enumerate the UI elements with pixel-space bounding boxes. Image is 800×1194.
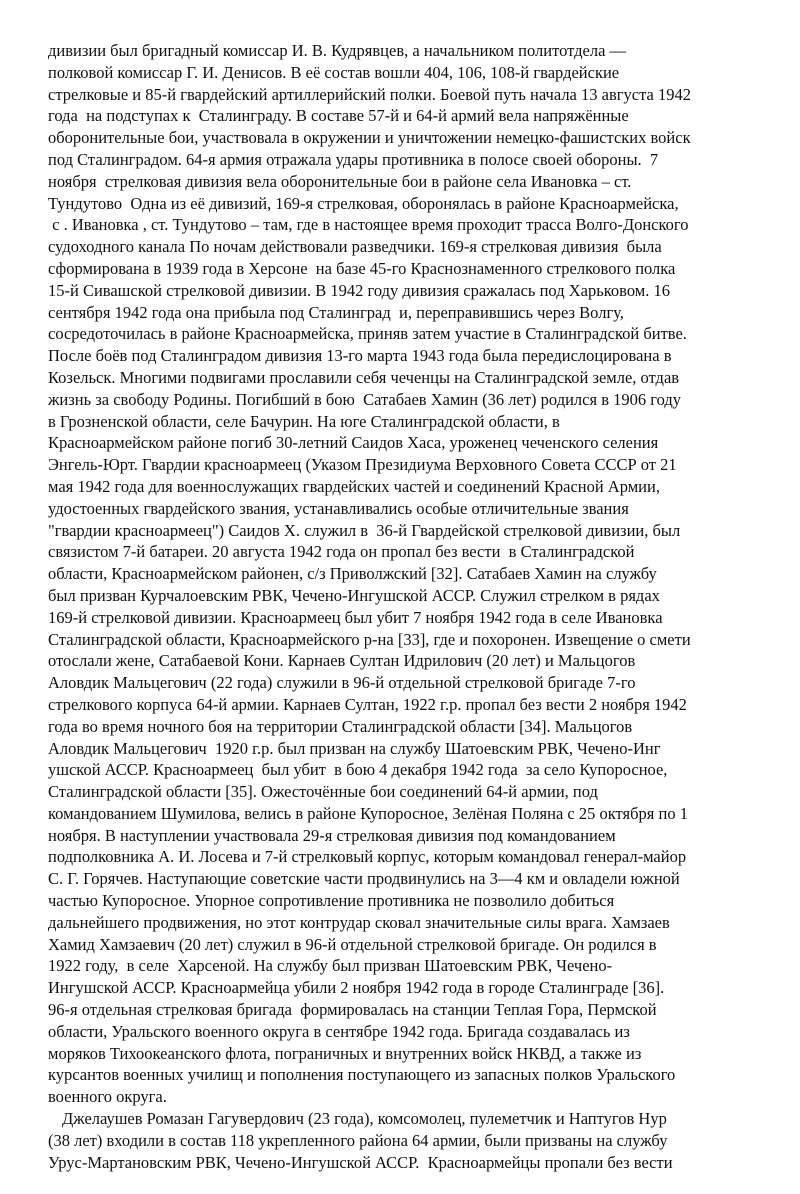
text-line: дальнейшего продвижения, но этот контрудар сковал значительные силы врага. Хамзаев bbox=[48, 912, 670, 932]
text-line: "гвардии красноармеец") Саидов Х. служил в 36-й Гвардейской стрелковой дивизии, был bbox=[48, 520, 681, 540]
text-line: После боёв под Сталинградом дивизия 13-го марта 1943 года была передислоцирована в bbox=[48, 346, 672, 366]
text-line: области, Красноармейском районен, с/з Приволжский [32]. Сатабаев Хамин на службу bbox=[48, 564, 657, 584]
text-line: Тундутово Одна из её дивизий, 169-я стрелковая, оборонялась в районе Красноармейска, bbox=[48, 193, 679, 213]
text-line: подполковника А. И. Лосева и 7-й стрелковый корпус, которым командовал генерал-майор bbox=[48, 847, 687, 867]
text-line: года во время ночного боя на территории Сталинградской области [34]. Мальцогов bbox=[48, 716, 633, 736]
text-line: года на подступах к Сталинграду. В составе 57-й и 64-й армий вела напряжённые bbox=[48, 106, 629, 126]
text-line: оборонительные бои, участвовала в окружении и уничтожении немецко-фашистских войск bbox=[48, 128, 691, 148]
text-line: военного округа. bbox=[48, 1087, 167, 1107]
text-line: 15-й Сивашской стрелковой дивизии. В 1942 году дивизия сражалась под Харьковом. 16 bbox=[48, 280, 670, 300]
text-line: удостоенных гвардейского звания, устанавливались особые отличительные звания bbox=[48, 498, 629, 518]
text-line: жизнь за свободу Родины. Погибший в бою Сатабаев Хамин (36 лет) родился в 1906 году bbox=[48, 389, 682, 409]
text-line: отослали жене, Сатабаевой Кони. Карнаев Султан Идрилович (20 лет) и Мальцогов bbox=[48, 651, 636, 671]
text-line: 1922 году, в селе Харсеной. На службу был призван Шатоевским РВК, Чечено- bbox=[48, 956, 613, 976]
text-line: Аловдик Мальцегович (22 года) служили в 96-й отдельной стрелковой бригаде 7-го bbox=[48, 673, 636, 693]
text-line: частью Купоросное. Упорное сопротивление противника не позволило добиться bbox=[48, 891, 615, 911]
text-line: сосредоточилась в районе Красноармейска, приняв затем участие в Сталинградской битве. bbox=[48, 324, 687, 344]
text-line: сформирована в 1939 года в Херсоне на базе 45-го Краснознаменного стрелкового полка bbox=[48, 258, 676, 278]
text-line: полковой комиссар Г. И. Денисов. В её состав вошли 404, 106, 108-й гвардейские bbox=[48, 62, 620, 82]
text-line: Сталинградской области [35]. Ожесточённые бои соединений 64-й армии, под bbox=[48, 782, 598, 802]
text-line: моряков Тихоокеанского флота, пограничных и внутренних войск НКВД, а также из bbox=[48, 1043, 642, 1063]
text-line: в Грозненской области, селе Бачурин. На юге Сталинградской области, в bbox=[48, 411, 560, 431]
text-line: сентября 1942 года она прибыла под Сталинград и, переправившись через Волгу, bbox=[48, 302, 624, 322]
text-line: курсантов военных училищ и пополнения поступающего из запасных полков Уральского bbox=[48, 1065, 676, 1085]
text-line: стрелковые и 85-й гвардейский артиллерийский полки. Боевой путь начала 13 августа 1942 bbox=[48, 84, 691, 104]
text-line: мая 1942 года для военнослужащих гвардейских частей и соединений Красной Армии, bbox=[48, 476, 660, 496]
text-line: стрелкового корпуса 64-й армии. Карнаев Султан, 1922 г.р. пропал без вести 2 ноября 1942 bbox=[48, 694, 687, 714]
text-line: ноября. В наступлении участвовала 29-я стрелковая дивизия под командованием bbox=[48, 825, 616, 845]
text-line: Ингушской АССР. Красноармейца убили 2 ноября 1942 года в городе Сталинграде [36]. bbox=[48, 978, 665, 998]
text-line: 96-я отдельная стрелковая бригада формировалась на станции Теплая Гора, Пермской bbox=[48, 1000, 657, 1020]
text-line: С. Г. Горячев. Наступающие советские части продвинулись на 3—4 км и овладели южной bbox=[48, 869, 680, 889]
document-body-text bbox=[48, 40, 768, 1173]
text-line: ноября стрелковая дивизия вела оборонительные бои в районе села Ивановка – ст. bbox=[48, 171, 632, 191]
text-line: Хамид Хамзаевич (20 лет) служил в 96-й отдельной стрелковой бригаде. Он родился в bbox=[48, 934, 657, 954]
text-line: (38 лет) входили в состав 118 укрепленного района 64 армии, были призваны на службу bbox=[48, 1130, 668, 1150]
text-line: командованием Шумилова, велись в районе Купоросное, Зелёная Поляна с 25 октября по 1 bbox=[48, 803, 688, 823]
text-line: связистом 7-й батареи. 20 августа 1942 года он пропал без вести в Сталинградской bbox=[48, 542, 635, 562]
text-line: дивизии был бригадный комиссар И. В. Кудрявцев, а начальником политотдела — bbox=[48, 41, 627, 60]
text-line: был призван Курчалоевским РВК, Чечено-Ингушской АССР. Служил стрелком в рядах bbox=[48, 585, 660, 605]
text-line: под Сталинградом. 64-я армия отражала удары противника в полосе своей обороны. 7 bbox=[48, 149, 659, 169]
text-line: Сталинградской области, Красноармейского р-на [33], где и похоронен. Извещение о смети bbox=[48, 629, 691, 649]
text-line: с . Ивановка , ст. Тундутово – там, где в настоящее время проходит трасса Волго-Донского bbox=[48, 215, 689, 235]
text-line: Урус-Мартановским РВК, Чечено-Ингушской АССР. Красноармейцы пропали без вести bbox=[48, 1152, 673, 1172]
paragraph-first-line: Джелаушев Ромазан Гагувердович (23 года), комсомолец, пулеметчик и Наптугов Нур bbox=[62, 1109, 667, 1129]
text-line: области, Уральского военного округа в сентябре 1942 года. Бригада создавалась из bbox=[48, 1021, 630, 1041]
text-line: ушской АССР. Красноармеец был убит в бою 4 декабря 1942 года за село Купоросное, bbox=[48, 760, 668, 780]
text-line: Энгель-Юрт. Гвардии красноармеец (Указом Президиума Верховного Совета СССР от 21 bbox=[48, 455, 677, 475]
text-line: 169-й стрелковой дивизии. Красноармеец был убит 7 ноября 1942 года в селе Ивановка bbox=[48, 607, 663, 627]
text-line: судоходного канала По ночам действовали разведчики. 169-я стрелковая дивизия была bbox=[48, 237, 662, 257]
text-line: Козельск. Многими подвигами прославили себя чеченцы на Сталинградской земле, отдав bbox=[48, 367, 680, 387]
text-line: Аловдик Мальцегович 1920 г.р. был призван на службу Шатоевским РВК, Чечено-Инг bbox=[48, 738, 661, 758]
text-line: Красноармейском районе погиб 30-летний Саидов Хаса, уроженец чеченского селения bbox=[48, 433, 659, 453]
